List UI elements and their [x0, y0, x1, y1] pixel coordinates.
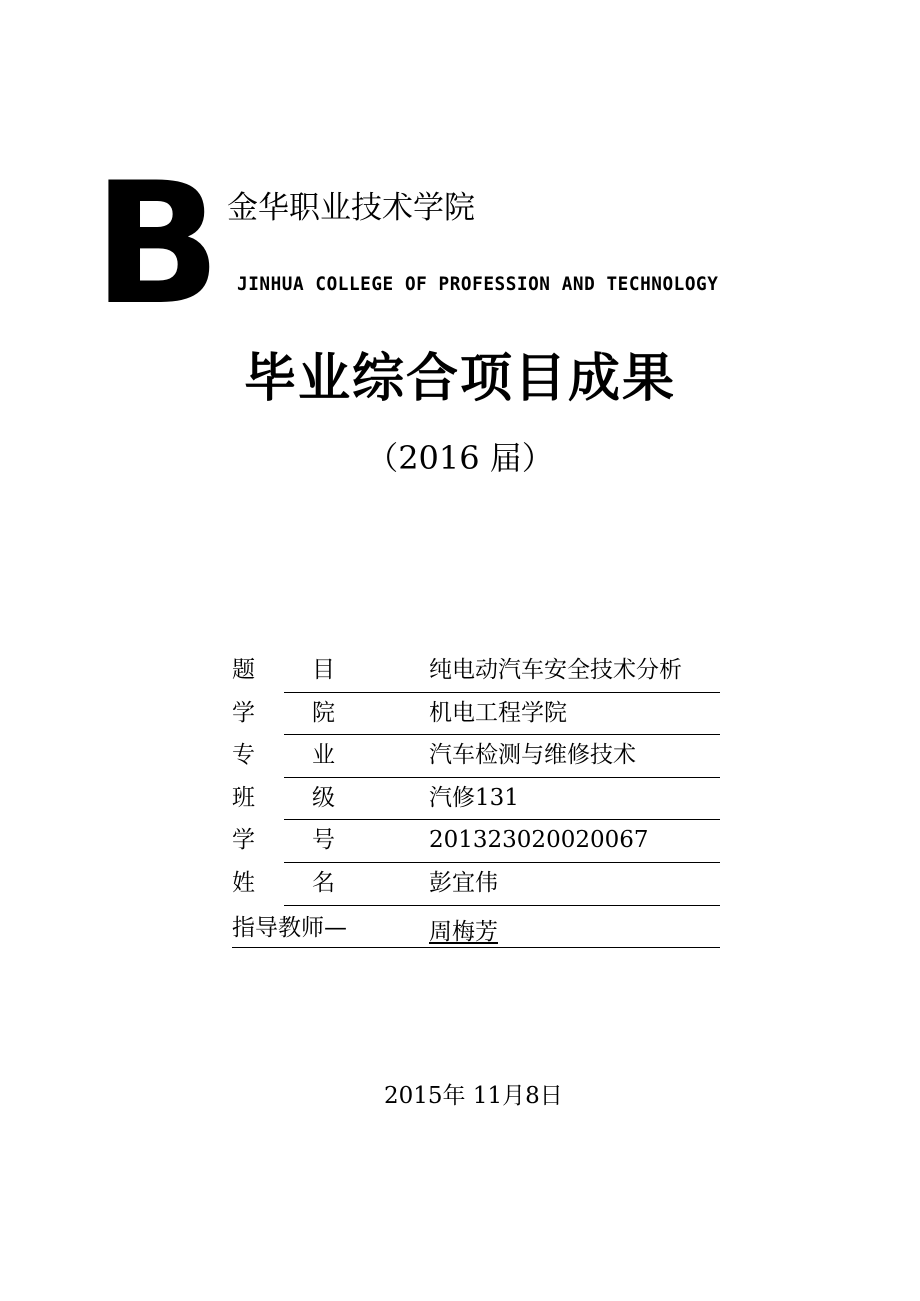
info-value-topic: 纯电动汽车安全技术分析: [429, 657, 682, 683]
document-date: 2015年 11月8日: [384, 1083, 563, 1109]
info-row-name: [232, 863, 720, 906]
info-label-char-2: 院: [312, 699, 335, 726]
info-label-char-1: 专: [232, 742, 255, 769]
info-value-class: 汽修131: [429, 784, 519, 811]
info-label-char-2: 号: [312, 827, 335, 854]
info-row-class: [232, 778, 720, 821]
info-label-char-2: 目: [312, 657, 335, 683]
underline-divider: [232, 947, 720, 948]
info-value-advisor: 周梅芳: [429, 918, 498, 945]
info-label-char-2: 名: [312, 869, 335, 896]
info-value-major: 汽车检测与维修技术: [429, 742, 636, 769]
info-value-student-id: 201323020020067: [429, 827, 649, 854]
info-value-name: 彭宜伟: [429, 869, 498, 896]
info-value-college: 机电工程学院: [429, 699, 567, 726]
info-row-advisor: [232, 906, 720, 949]
logo-letter: B: [93, 146, 218, 342]
info-label-char-1: 题: [232, 657, 255, 683]
info-row-major: [232, 735, 720, 778]
school-name-cn: 金华职业技术学院: [227, 190, 475, 226]
info-label-char-1: 学: [232, 699, 255, 726]
school-name-en: JINHUA COLLEGE OF PROFESSION AND TECHNOLOGY: [237, 273, 719, 295]
graduation-year: （2016 届）: [366, 439, 554, 477]
info-label-advisor: 指导教师—: [232, 914, 347, 941]
info-row-student-id: [232, 820, 720, 863]
info-row-topic: [232, 650, 720, 693]
info-label-char-1: 姓: [232, 869, 255, 896]
info-label-char-2: 业: [312, 742, 335, 769]
info-row-college: [232, 693, 720, 736]
document-title: 毕业综合项目成果: [243, 349, 676, 409]
info-label-char-1: 班: [232, 784, 255, 811]
info-table: [232, 650, 720, 948]
info-label-char-2: 级: [312, 784, 335, 811]
info-label-char-1: 学: [232, 827, 255, 854]
